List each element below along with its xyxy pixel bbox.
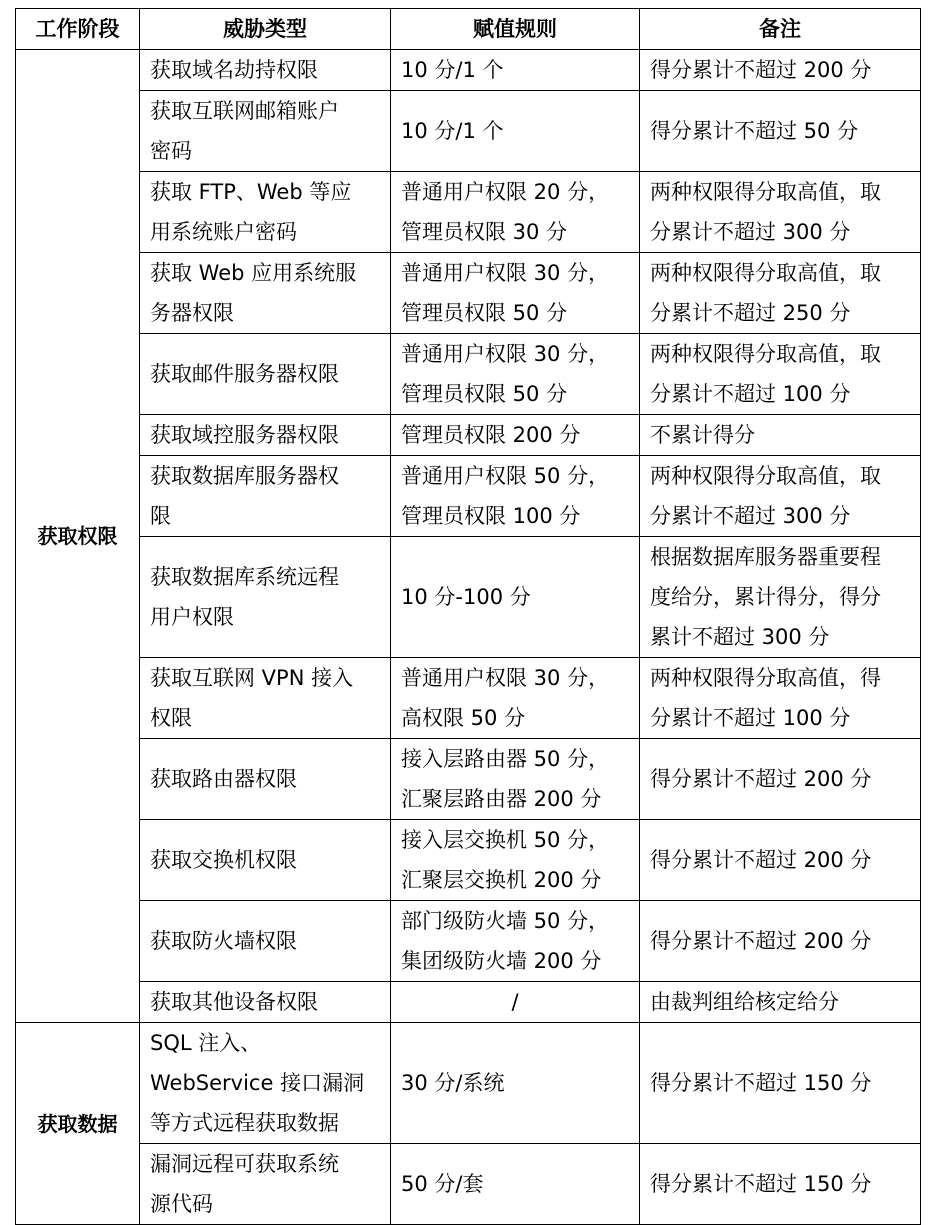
- note-cell: 得分累计不超过 50 分: [640, 91, 921, 172]
- note-cell: 由裁判组给核定给分: [640, 982, 921, 1023]
- threat-cell: 获取路由器权限: [140, 739, 391, 820]
- rule-cell: /: [391, 982, 640, 1023]
- rule-cell: 10 分/1 个: [391, 50, 640, 91]
- note-cell: 得分累计不超过 200 分: [640, 739, 921, 820]
- note-cell: 两种权限得分取高值，取 分累计不超过 300 分: [640, 172, 921, 253]
- note-cell: 两种权限得分取高值，取 分累计不超过 300 分: [640, 456, 921, 537]
- stage-cell: 获取数据: [16, 1023, 140, 1225]
- threat-cell: 获取互联网邮箱账户 密码: [140, 91, 391, 172]
- table-row: [16, 537, 921, 658]
- rule-cell: 普通用户权限 30 分， 管理员权限 50 分: [391, 334, 640, 415]
- threat-cell: 获取域名劫持权限: [140, 50, 391, 91]
- header-scoring-rule: 赋值规则: [391, 9, 640, 50]
- table-row: [16, 172, 921, 253]
- table-row: [16, 334, 921, 415]
- table-row: [16, 982, 921, 1023]
- table-row: [16, 253, 921, 334]
- note-cell: 不累计得分: [640, 415, 921, 456]
- rule-cell: 管理员权限 200 分: [391, 415, 640, 456]
- threat-cell: 获取 FTP、Web 等应 用系统账户密码: [140, 172, 391, 253]
- rule-cell: 接入层路由器 50 分， 汇聚层路由器 200 分: [391, 739, 640, 820]
- rule-cell: 部门级防火墙 50 分， 集团级防火墙 200 分: [391, 901, 640, 982]
- rule-cell: 10 分-100 分: [391, 537, 640, 658]
- rule-cell: 10 分/1 个: [391, 91, 640, 172]
- threat-cell: 获取数据库服务器权 限: [140, 456, 391, 537]
- table-row: [16, 415, 921, 456]
- threat-cell: 获取交换机权限: [140, 820, 391, 901]
- note-cell: 两种权限得分取高值，取 分累计不超过 250 分: [640, 253, 921, 334]
- threat-cell: 获取域控服务器权限: [140, 415, 391, 456]
- threat-cell: 获取 Web 应用系统服 务器权限: [140, 253, 391, 334]
- table-row: [16, 820, 921, 901]
- threat-cell: 获取其他设备权限: [140, 982, 391, 1023]
- note-cell: 得分累计不超过 200 分: [640, 820, 921, 901]
- table-row: [16, 658, 921, 739]
- note-cell: 两种权限得分取高值，取 分累计不超过 100 分: [640, 334, 921, 415]
- table-row: [16, 1144, 921, 1225]
- rule-cell: 30 分/系统: [391, 1023, 640, 1144]
- note-cell: 得分累计不超过 200 分: [640, 901, 921, 982]
- table-row: [16, 50, 921, 91]
- threat-cell: 获取邮件服务器权限: [140, 334, 391, 415]
- threat-cell: SQL 注入、 WebService 接口漏洞 等方式远程获取数据: [140, 1023, 391, 1144]
- table-row: [16, 456, 921, 537]
- header-stage: 工作阶段: [16, 9, 140, 50]
- header-note: 备注: [640, 9, 921, 50]
- rule-cell: 50 分/套: [391, 1144, 640, 1225]
- note-cell: 根据数据库服务器重要程 度给分，累计得分，得分 累计不超过 300 分: [640, 537, 921, 658]
- scoring-rules-table: [15, 8, 921, 1225]
- table-row: [16, 1023, 921, 1144]
- stage-cell: 获取权限: [16, 50, 140, 1023]
- note-cell: 得分累计不超过 200 分: [640, 50, 921, 91]
- threat-cell: 获取数据库系统远程 用户权限: [140, 537, 391, 658]
- table-row: [16, 91, 921, 172]
- table-header-row: [16, 9, 921, 50]
- threat-cell: 获取防火墙权限: [140, 901, 391, 982]
- rule-cell: 普通用户权限 30 分， 高权限 50 分: [391, 658, 640, 739]
- threat-cell: 漏洞远程可获取系统 源代码: [140, 1144, 391, 1225]
- threat-cell: 获取互联网 VPN 接入 权限: [140, 658, 391, 739]
- table-row: [16, 739, 921, 820]
- rule-cell: 普通用户权限 50 分， 管理员权限 100 分: [391, 456, 640, 537]
- note-cell: 得分累计不超过 150 分: [640, 1144, 921, 1225]
- rule-cell: 接入层交换机 50 分， 汇聚层交换机 200 分: [391, 820, 640, 901]
- note-cell: 得分累计不超过 150 分: [640, 1023, 921, 1144]
- rule-cell: 普通用户权限 30 分， 管理员权限 50 分: [391, 253, 640, 334]
- rule-cell: 普通用户权限 20 分， 管理员权限 30 分: [391, 172, 640, 253]
- header-threat-type: 威胁类型: [140, 9, 391, 50]
- note-cell: 两种权限得分取高值，得 分累计不超过 100 分: [640, 658, 921, 739]
- table-row: [16, 901, 921, 982]
